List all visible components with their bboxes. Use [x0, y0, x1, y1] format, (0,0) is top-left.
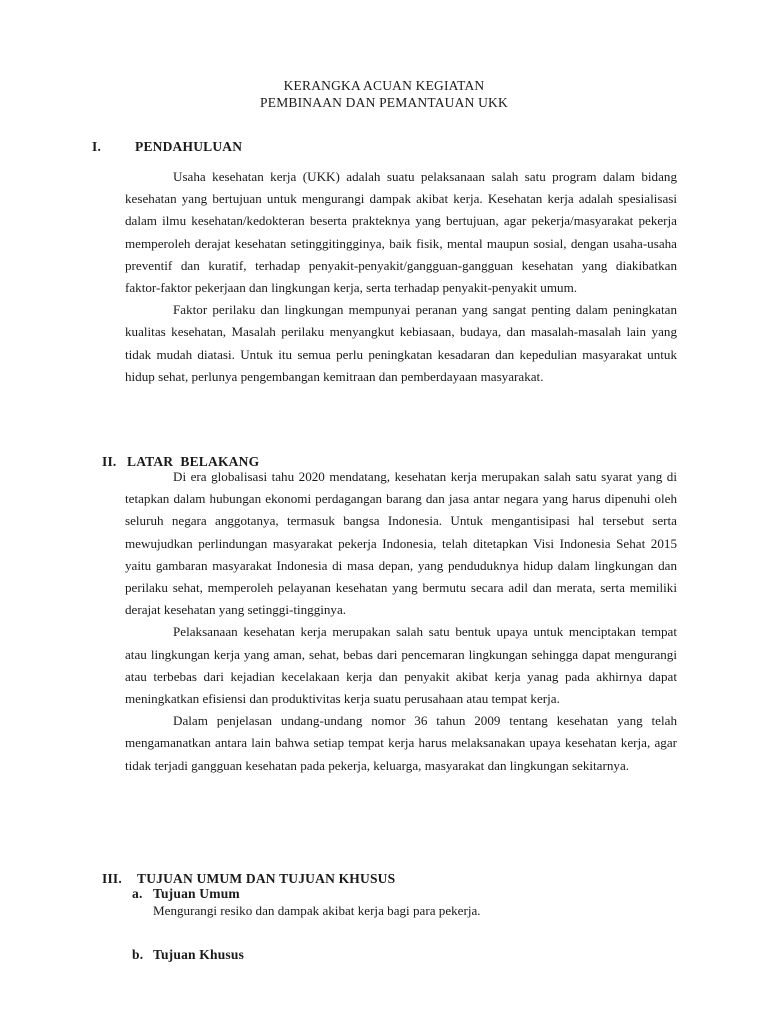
section-1-paragraph-2: Faktor perilaku dan lingkungan mempunyai peranan yang sangat penting dalam peningkatan kualitas kesehatan, Masalah perilaku menyangkut kebiasaan, budaya, dan masalah-masalah lain yang tidak mudah diatasi. Untuk itu semua perlu peningkatan kesadaran dan kepedulian masyarakat untuk hidup sehat, perlunya pengembangan kemitraan dan pemberdayaan masyarakat. — [125, 302, 677, 384]
section-2-paragraph-2: Pelaksanaan kesehatan kerja merupakan salah satu bentuk upaya untuk menciptakan tempat atau lingkungan kerja yang aman, sehat, bebas dari pencemaran lingkungan sehingga dapat mengurangi atau terbebas dari kejadian kecelakaan kerja dan penyakit akibat kerja yanag pada akhirnya dapat meningkatkan efisiensi dan produktivitas kerja suatu perusahaan atau tempat kerja. — [125, 624, 677, 707]
section-2-paragraph-1: Di era globalisasi tahu 2020 mendatang, kesehatan kerja merupakan salah satu syarat yang di tetapkan dalam hubungan ekonomi perdagangan barang dan jasa antar negara yang harus dipenuhi oleh seluruh negara anggotanya, termasuk bangsa Indonesia. Untuk mengantisipasi hal tersebut serta mewujudkan perlindungan masyarakat pekerja Indonesia, telah ditetapkan Visi Indonesia Sehat 2015 yaitu gambaran masyarakat Indonesia di masa depan, yang penduduknya hidup dalam lingkungan dan perilaku sehat, memperoleh pelayanan kesehatan yang bermutu secara adil dan merata, serta memiliki derajat kesehatan yang setinggi-tingginya. — [125, 469, 677, 618]
section-2-paragraph-3: Dalam penjelasan undang-undang nomor 36 tahun 2009 tentang kesehatan yang telah mengamanatkan antara lain bahwa setiap tempat kerja harus melaksanakan upaya kesehatan kerja, agar tidak terjadi gangguan kesehatan pada pekerja, keluarga, masyarakat dan lingkungan sekitarnya. — [125, 713, 677, 773]
section-1-number: I. — [92, 139, 102, 154]
subsection-b-label: b. — [132, 947, 144, 962]
section-1-heading: PENDAHULUAN — [135, 139, 243, 154]
subsection-b-heading: Tujuan Khusus — [153, 947, 245, 962]
section-1-body — [125, 166, 677, 388]
subsection-a-heading: Tujuan Umum — [153, 886, 240, 901]
section-2-body — [125, 466, 677, 777]
section-2-number: II. — [102, 454, 117, 469]
document-title-line2: PEMBINAAN DAN PEMANTAUAN UKK — [260, 95, 508, 110]
section-3-heading: TUJUAN UMUM DAN TUJUAN KHUSUS — [137, 871, 396, 886]
section-2-heading: LATAR BELAKANG — [127, 454, 260, 469]
subsection-a-text: Mengurangi resiko dan dampak akibat kerja bagi para pekerja. — [153, 903, 481, 918]
document-title-line1: KERANGKA ACUAN KEGIATAN — [283, 78, 485, 93]
section-1-paragraph-1: Usaha kesehatan kerja (UKK) adalah suatu pelaksanaan salah satu program dalam bidang kesehatan yang bertujuan untuk mengurangi dampak akibat kerja. Kesehatan kerja adalah spesialisasi dalam ilmu kesehatan/kedokteran beserta prakteknya yang bertujuan, agar pekerja/masyarakat pekerja memperoleh derajat kesehatan setinggitingginya, baik fisik, mental maupun sosial, dengan usaha-usaha preventif dan kuratif, terhadap penyakit-penyakit/gangguan-gangguan kesehatan yang diakibatkan faktor-faktor pekerjaan dan lingkungan kerja, serta terhadap penyakit-penyakit umum. — [125, 169, 677, 296]
section-3-number: III. — [102, 871, 122, 886]
subsection-a-label: a. — [132, 886, 143, 901]
